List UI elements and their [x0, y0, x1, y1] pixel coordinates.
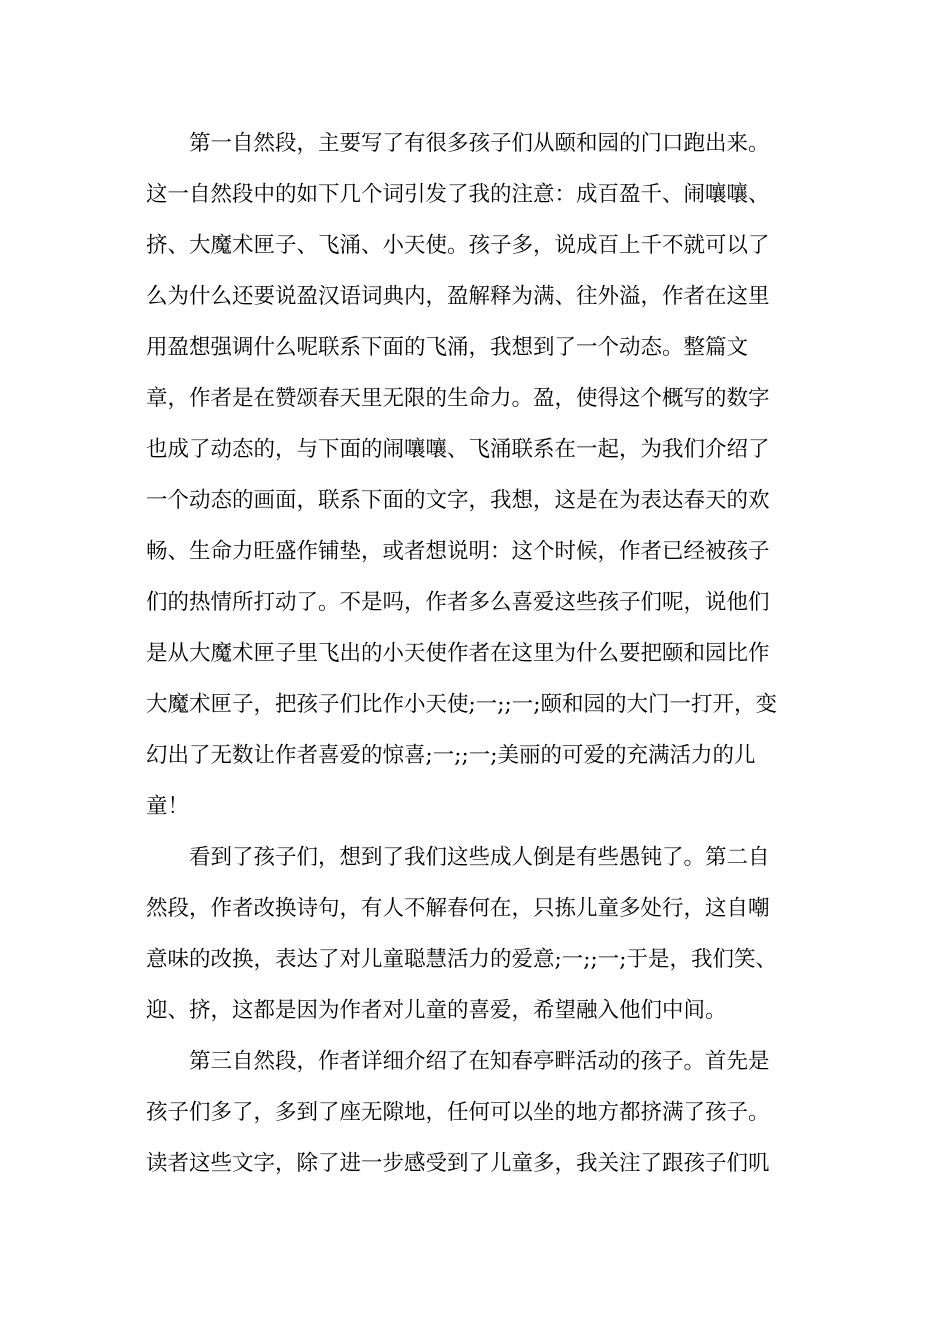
- text-line: 也成了动态的，与下面的闹嚷嚷、飞涌联系在一起，为我们介绍了: [146, 437, 770, 462]
- document-page: [146, 118, 796, 1189]
- text-line: 读者这些文字，除了进一步感受到了儿童多，我关注了跟孩子们叽: [146, 1151, 770, 1176]
- text-line: 第一自然段，主要写了有很多孩子们从颐和园的门口跑出来。: [189, 131, 770, 156]
- text-line: 意味的改换，表达了对儿童聪慧活力的爱意;一;;一;于是，我们笑、: [146, 947, 777, 972]
- text-line: 畅、生命力旺盛作铺垫，或者想说明：这个时候，作者已经被孩子: [146, 539, 770, 564]
- text-line: 一个动态的画面，联系下面的文字，我想，这是在为表达春天的欢: [146, 488, 770, 513]
- text-line: 们的热情所打动了。不是吗，作者多么喜爱这些孩子们呢，说他们: [146, 590, 770, 615]
- text-line: 用盈想强调什么呢联系下面的飞涌，我想到了一个动态。整篇文: [146, 335, 749, 360]
- text-line: 是从大魔术匣子里飞出的小天使作者在这里为什么要把颐和园比作: [146, 641, 770, 666]
- text-line: 然段，作者改换诗句，有人不解春何在，只拣儿童多处行，这自嘲: [146, 896, 770, 921]
- text-line: 么为什么还要说盈汉语词典内，盈解释为满、往外溢，作者在这里: [146, 284, 770, 309]
- text-line: 迎、挤，这都是因为作者对儿童的喜爱，希望融入他们中间。: [146, 998, 727, 1023]
- text-line: 第三自然段，作者详细介绍了在知春亭畔活动的孩子。首先是: [189, 1049, 770, 1074]
- text-line: 看到了孩子们，想到了我们这些成人倒是有些愚钝了。第二自: [189, 845, 770, 870]
- text-line: 这一自然段中的如下几个词引发了我的注意：成百盈千、闹嚷嚷、: [146, 182, 770, 207]
- text-line: 孩子们多了，多到了座无隙地，任何可以坐的地方都挤满了孩子。: [146, 1100, 770, 1125]
- text-line: 童！: [146, 794, 190, 819]
- text-line: 大魔术匣子，把孩子们比作小天使;一;;一;颐和园的大门一打开，变: [146, 692, 777, 717]
- text-line: 幻出了无数让作者喜爱的惊喜;一;;一;美丽的可爱的充满活力的儿: [146, 743, 756, 768]
- text-line: 章，作者是在赞颂春天里无限的生命力。盈，使得这个概写的数字: [146, 386, 770, 411]
- paragraph-1: [146, 118, 796, 832]
- paragraph-2: [146, 832, 796, 1036]
- paragraph-3: [146, 1036, 796, 1189]
- text-line: 挤、大魔术匣子、飞涌、小天使。孩子多，说成百上千不就可以了: [146, 233, 770, 258]
